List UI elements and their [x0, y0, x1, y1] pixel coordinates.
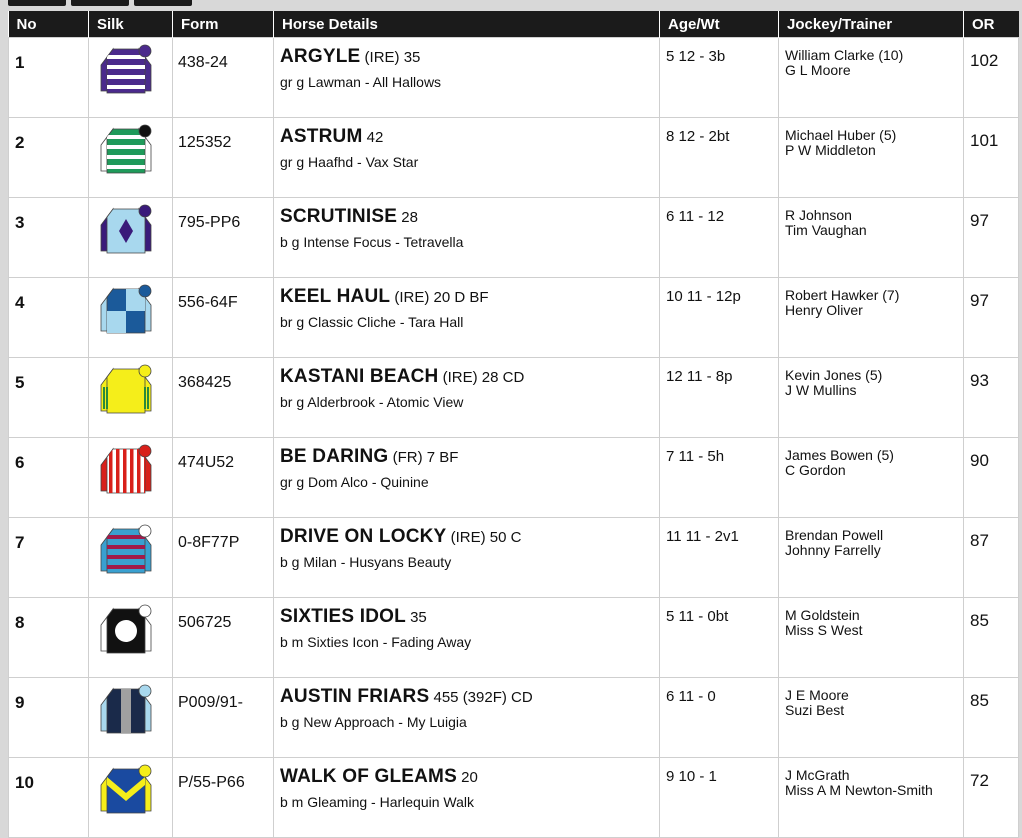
col-header-form[interactable]: Form [173, 11, 274, 38]
jockey-name[interactable]: Brendan Powell [785, 527, 884, 543]
age-weight: 12 11 - 8p [660, 358, 779, 438]
horse-name-link[interactable]: DRIVE ON LOCKY [280, 526, 447, 547]
horse-suffix: 28 [397, 209, 418, 226]
horse-suffix: (IRE) 20 D BF [390, 289, 489, 306]
trainer-name[interactable]: J W Mullins [785, 382, 857, 398]
breeding: gr g Lawman - All Hallows [280, 74, 442, 90]
jockey-silk-icon [89, 523, 172, 575]
jockey-trainer [779, 598, 964, 678]
form-figures: 0-8F77P [173, 518, 274, 598]
horse-name-link[interactable]: WALK OF GLEAMS [280, 766, 457, 787]
official-rating: 72 [964, 758, 1019, 838]
horse-details [274, 598, 660, 678]
tab-stub[interactable] [8, 0, 66, 6]
jockey-silk-cell [89, 598, 173, 678]
form-figures: P/55-P66 [173, 758, 274, 838]
official-rating: 90 [964, 438, 1019, 518]
official-rating: 102 [964, 38, 1019, 118]
horse-details [274, 678, 660, 758]
runner-row[interactable] [9, 198, 1019, 278]
runner-number: 10 [9, 758, 89, 838]
jockey-silk-icon [89, 683, 172, 735]
jockey-silk-cell [89, 758, 173, 838]
jockey-silk-cell [89, 678, 173, 758]
jockey-silk-icon [89, 203, 172, 255]
jockey-silk-cell [89, 278, 173, 358]
runner-number: 1 [9, 38, 89, 118]
horse-suffix: 42 [362, 129, 384, 146]
form-figures: 506725 [173, 598, 274, 678]
runner-row[interactable] [9, 518, 1019, 598]
form-figures: 368425 [173, 358, 274, 438]
age-weight: 10 11 - 12p [660, 278, 779, 358]
runner-row[interactable] [9, 678, 1019, 758]
horse-name-link[interactable]: AUSTIN FRIARS [280, 686, 430, 707]
trainer-name[interactable]: Johnny Farrelly [785, 542, 881, 558]
form-figures: 556-64F [173, 278, 274, 358]
jockey-name[interactable]: Michael Huber (5) [785, 127, 897, 143]
jockey-silk-icon [89, 443, 172, 495]
jockey-trainer [779, 38, 964, 118]
horse-name-link[interactable]: BE DARING [280, 446, 389, 467]
trainer-name[interactable]: C Gordon [785, 462, 846, 478]
runner-row[interactable] [9, 598, 1019, 678]
tab-stub[interactable] [134, 0, 192, 6]
breeding: b g Intense Focus - Tetravella [280, 234, 464, 250]
jockey-trainer [779, 758, 964, 838]
horse-suffix: 455 (392F) CD [429, 689, 533, 706]
jockey-silk-cell [89, 518, 173, 598]
jockey-trainer [779, 198, 964, 278]
trainer-name[interactable]: P W Middleton [785, 142, 876, 158]
age-weight: 5 11 - 0bt [660, 598, 779, 678]
form-figures: 795-PP6 [173, 198, 274, 278]
jockey-silk-cell [89, 438, 173, 518]
jockey-name[interactable]: J McGrath [785, 767, 850, 783]
jockey-name[interactable]: R Johnson [785, 207, 852, 223]
horse-suffix: (FR) 7 BF [388, 449, 459, 466]
jockey-trainer [779, 278, 964, 358]
trainer-name[interactable]: Henry Oliver [785, 302, 863, 318]
col-header-official-rating[interactable]: OR [964, 11, 1019, 38]
breeding: br g Classic Cliche - Tara Hall [280, 314, 464, 330]
official-rating: 97 [964, 198, 1019, 278]
runner-number: 6 [9, 438, 89, 518]
form-figures: P009/91- [173, 678, 274, 758]
official-rating: 85 [964, 598, 1019, 678]
breeding: b g Milan - Husyans Beauty [280, 554, 452, 570]
jockey-trainer [779, 438, 964, 518]
runner-number: 7 [9, 518, 89, 598]
jockey-silk-cell [89, 38, 173, 118]
official-rating: 101 [964, 118, 1019, 198]
col-header-jockey-trainer[interactable]: Jockey/Trainer [779, 11, 964, 38]
runner-number: 3 [9, 198, 89, 278]
breeding: br g Alderbrook - Atomic View [280, 394, 464, 410]
runner-number: 8 [9, 598, 89, 678]
horse-name-link[interactable]: ASTRUM [280, 126, 363, 147]
jockey-trainer [779, 358, 964, 438]
jockey-silk-icon [89, 123, 172, 175]
runner-number: 5 [9, 358, 89, 438]
form-figures: 474U52 [173, 438, 274, 518]
runner-number: 9 [9, 678, 89, 758]
horse-suffix: (IRE) 50 C [446, 529, 522, 546]
horse-details [274, 358, 660, 438]
jockey-silk-cell [89, 198, 173, 278]
jockey-silk-cell [89, 358, 173, 438]
col-header-silk: Silk [89, 11, 173, 38]
jockey-name[interactable]: Robert Hawker (7) [785, 287, 900, 303]
jockey-silk-icon [89, 363, 172, 415]
horse-suffix: 35 [405, 609, 427, 626]
official-rating: 87 [964, 518, 1019, 598]
runner-number: 2 [9, 118, 89, 198]
age-weight: 9 10 - 1 [660, 758, 779, 838]
horse-details [274, 758, 660, 838]
horse-details [274, 198, 660, 278]
age-weight: 5 12 - 3b [660, 38, 779, 118]
horse-name-link[interactable]: SCRUTINISE [280, 206, 398, 227]
jockey-name[interactable]: William Clarke (10) [785, 47, 904, 63]
breeding: b m Sixties Icon - Fading Away [280, 634, 472, 650]
col-header-age-weight[interactable]: Age/Wt [660, 11, 779, 38]
jockey-name[interactable]: J E Moore [785, 687, 849, 703]
age-weight: 8 12 - 2bt [660, 118, 779, 198]
breeding: gr g Dom Alco - Quinine [280, 474, 429, 490]
runner-row[interactable] [9, 438, 1019, 518]
breeding: b g New Approach - My Luigia [280, 714, 467, 730]
jockey-silk-icon [89, 283, 172, 335]
col-header-no[interactable]: No [9, 11, 89, 38]
runner-row[interactable] [9, 38, 1019, 118]
runner-row[interactable] [9, 758, 1019, 838]
horse-name-link[interactable]: KASTANI BEACH [280, 366, 439, 387]
trainer-name[interactable]: Suzi Best [785, 702, 845, 718]
official-rating: 85 [964, 678, 1019, 758]
tab-stub[interactable] [71, 0, 129, 6]
age-weight: 6 11 - 12 [660, 198, 779, 278]
horse-details [274, 438, 660, 518]
age-weight: 11 11 - 2v1 [660, 518, 779, 598]
horse-details [274, 518, 660, 598]
breeding: gr g Haafhd - Vax Star [280, 154, 419, 170]
horse-name-link[interactable]: ARGYLE [280, 46, 361, 67]
horse-details [274, 278, 660, 358]
trainer-name[interactable]: Miss S West [785, 622, 863, 638]
age-weight: 7 11 - 5h [660, 438, 779, 518]
runner-row[interactable] [9, 118, 1019, 198]
horse-suffix: (IRE) 35 [360, 49, 421, 66]
horse-suffix: 20 [456, 769, 478, 786]
racecard-table [8, 11, 1019, 838]
horse-details [274, 118, 660, 198]
form-figures: 125352 [173, 118, 274, 198]
trainer-name[interactable]: G L Moore [785, 62, 851, 78]
jockey-name[interactable]: James Bowen (5) [785, 447, 894, 463]
col-header-horse-details[interactable]: Horse Details [274, 11, 660, 38]
horse-suffix: (IRE) 28 CD [438, 369, 525, 386]
jockey-name[interactable]: M Goldstein [785, 607, 860, 623]
runner-row[interactable] [9, 278, 1019, 358]
horse-name-link[interactable]: SIXTIES IDOL [280, 606, 406, 627]
breeding: b m Gleaming - Harlequin Walk [280, 794, 474, 810]
horse-details [274, 38, 660, 118]
jockey-trainer [779, 518, 964, 598]
jockey-silk-icon [89, 603, 172, 655]
trainer-name[interactable]: Tim Vaughan [785, 222, 867, 238]
age-weight: 6 11 - 0 [660, 678, 779, 758]
horse-name-link[interactable]: KEEL HAUL [280, 286, 391, 307]
header-row [9, 11, 1019, 38]
jockey-silk-cell [89, 118, 173, 198]
official-rating: 93 [964, 358, 1019, 438]
trainer-name[interactable]: Miss A M Newton-Smith [785, 782, 933, 798]
form-figures: 438-24 [173, 38, 274, 118]
runner-row[interactable] [9, 358, 1019, 438]
official-rating: 97 [964, 278, 1019, 358]
jockey-silk-icon [89, 763, 172, 815]
jockey-name[interactable]: Kevin Jones (5) [785, 367, 883, 383]
jockey-silk-icon [89, 43, 172, 95]
jockey-trainer [779, 678, 964, 758]
runner-number: 4 [9, 278, 89, 358]
jockey-trainer [779, 118, 964, 198]
